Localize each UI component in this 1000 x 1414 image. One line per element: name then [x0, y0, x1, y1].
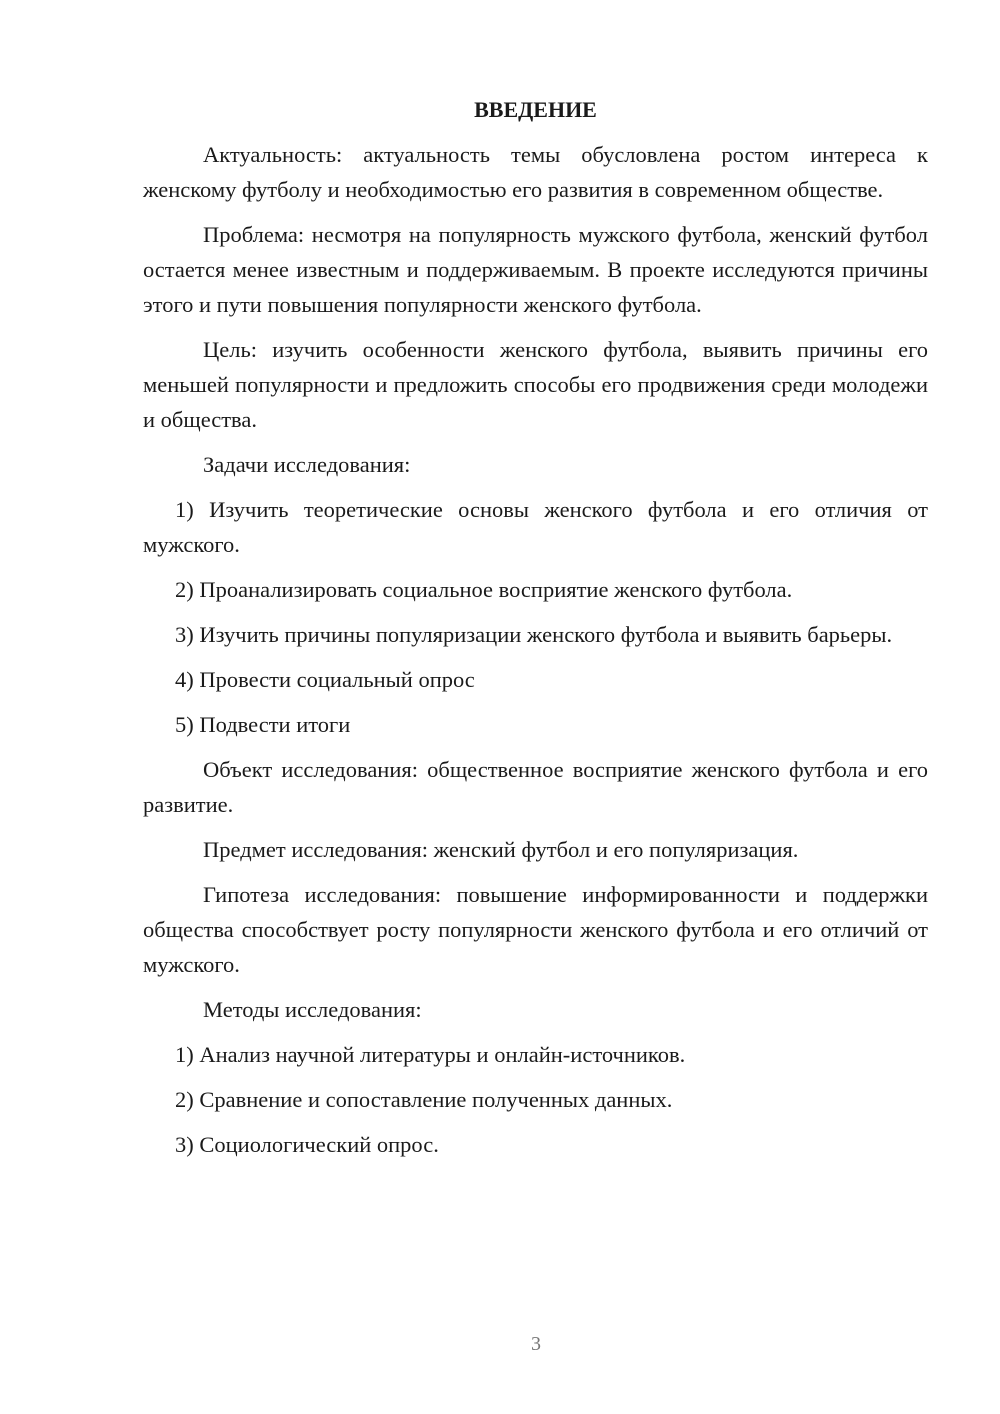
task-item-5: 5) Подвести итоги: [175, 712, 351, 737]
paragraph-subject: Предмет исследования: женский футбол и его популяризация.: [203, 837, 799, 862]
paragraph-goal: Цель: изучить особенности женского футбола, выявить причины его меньшей популярности и предложить способы его продвижения среди молодежи и общества.: [143, 337, 928, 432]
section-title: ВВЕДЕНИЕ: [474, 97, 597, 122]
task-item-3: 3) Изучить причины популяризации женского футбола и выявить барьеры.: [175, 622, 893, 647]
paragraph-relevance: Актуальность: актуальность темы обусловлена ростом интереса к женскому футболу и необходимостью его развития в современном обществе.: [143, 142, 928, 202]
task-item-1: 1) Изучить теоретические основы женского футбола и его отличия от мужского.: [143, 497, 928, 557]
method-item-1: 1) Анализ научной литературы и онлайн-источников.: [175, 1042, 686, 1067]
paragraph-hypothesis: Гипотеза исследования: повышение информированности и поддержки общества способствует росту популярности женского футбола и его отличий от мужского.: [143, 882, 928, 977]
method-item-3: 3) Социологический опрос.: [175, 1132, 439, 1157]
document-page: [143, 92, 928, 1172]
paragraph-object: Объект исследования: общественное восприятие женского футбола и его развитие.: [143, 757, 928, 817]
page-number: 3: [531, 1333, 541, 1355]
paragraph-problem: Проблема: несмотря на популярность мужского футбола, женский футбол остается менее известным и поддерживаемым. В проекте исследуются причины этого и пути повышения популярности женского футбола.: [143, 222, 928, 317]
method-item-2: 2) Сравнение и сопоставление полученных данных.: [175, 1087, 673, 1112]
task-item-2: 2) Проанализировать социальное восприятие женского футбола.: [175, 577, 793, 602]
task-item-4: 4) Провести социальный опрос: [175, 667, 475, 692]
tasks-heading: Задачи исследования:: [203, 452, 411, 477]
methods-heading: Методы исследования:: [203, 997, 422, 1022]
